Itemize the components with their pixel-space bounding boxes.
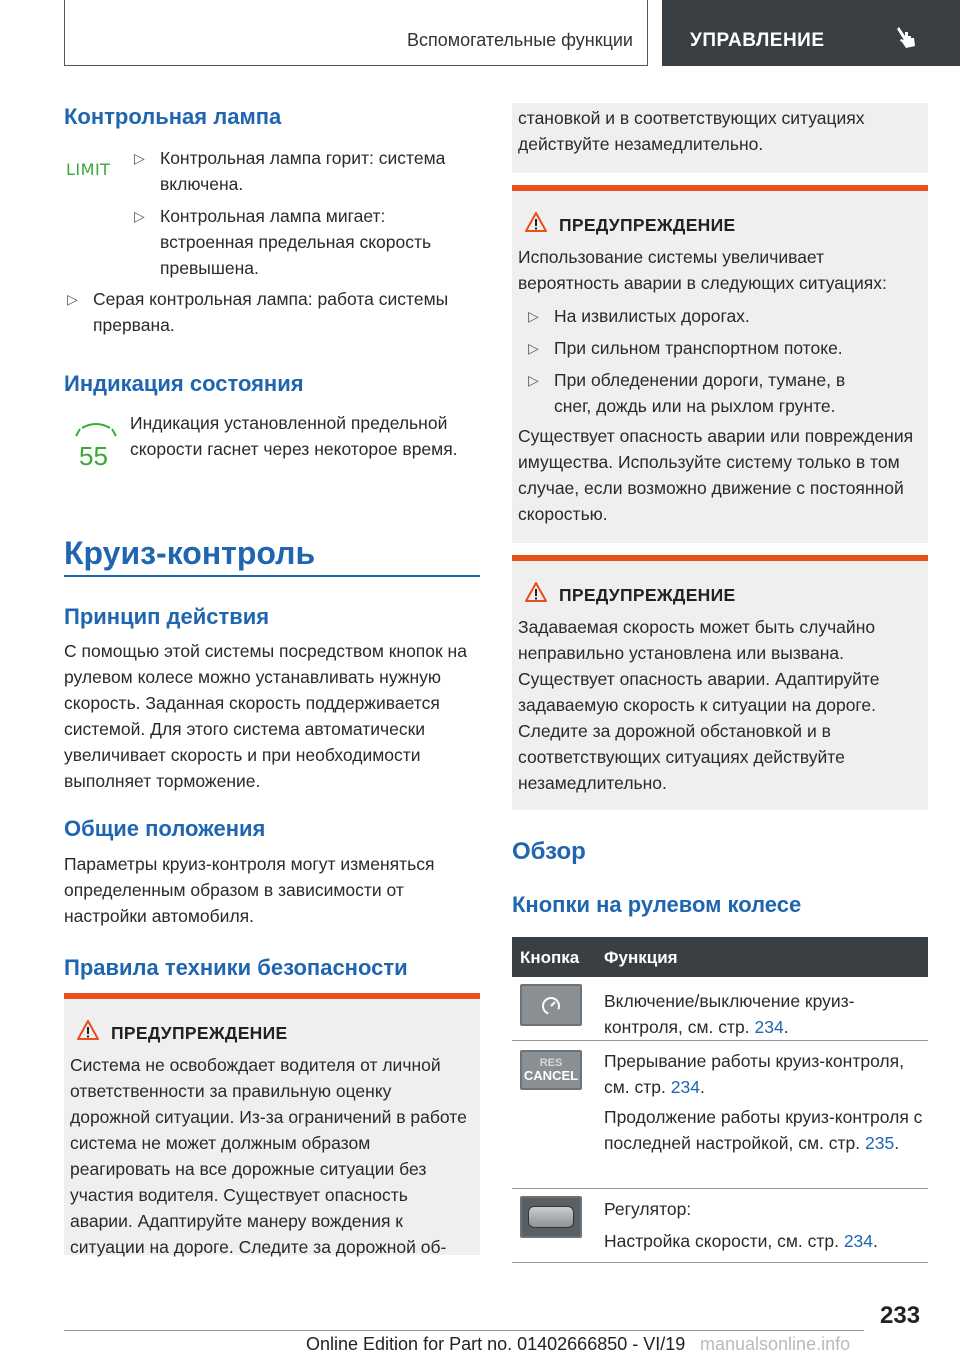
table-row-detail: Продолжение работы круиз-контроля с последней настройкой, см. стр. 235.	[604, 1107, 923, 1153]
speedometer-icon	[522, 986, 580, 1024]
warning-outro: Существует опасность аварии или повреждения имущества. Используйте систему только в том случае, если возможно движение с постоянной скоростью.	[518, 426, 914, 524]
triangle-bullet-icon: ▷	[134, 208, 145, 224]
warning-text-continued: становкой и в соответствующих ситуациях действуйте незамедлительно.	[518, 108, 865, 154]
list-item: ▷ Серая контрольная лампа: работа системы прервана.	[93, 286, 483, 338]
section-tab	[64, 0, 648, 66]
page-header	[64, 0, 960, 66]
table-row: Регулятор:	[604, 1199, 692, 1219]
list-item: ▷ На извилистых дорогах.	[554, 303, 914, 329]
column-header-function: Функция	[604, 948, 678, 967]
speed-limit-status-icon	[70, 420, 122, 471]
safety-heading: Правила техники безопасности	[64, 955, 408, 980]
edition-text: Online Edition for Part no. 01402666850 - VI/19	[306, 1334, 686, 1354]
buttons-heading: Кнопки на рулевом колесе	[512, 892, 802, 917]
principle-heading: Принцип действия	[64, 604, 270, 629]
list-item: ▷ Контрольная лампа горит: система включена.	[160, 145, 480, 197]
triangle-bullet-icon: ▷	[528, 372, 539, 388]
warning-text: Система не освобождает водителя от личной ответственности за правильную оценку дорожной ситуации. Из-за ограничений в работе система не может должным образом реагировать на все дорожные ситуации без участия водителя. Существует опасность аварии. Адаптируйте манеру вождения к ситуации на дороге. Следите за дорожной об-	[70, 1055, 467, 1257]
warning-triangle-icon	[524, 211, 548, 233]
speed-rocker-image	[520, 1196, 582, 1238]
chapter-tab	[662, 0, 960, 66]
page-link[interactable]: 234	[754, 1017, 784, 1037]
warning-bar	[512, 555, 928, 561]
warning-bar	[512, 185, 928, 191]
table-header	[512, 937, 928, 977]
warning-triangle-icon	[76, 1019, 100, 1041]
list-item: ▷ Контрольная лампа мигает: встроенная предельная скорость превышена.	[160, 203, 460, 281]
table-divider	[512, 1262, 928, 1263]
triangle-bullet-icon: ▷	[67, 291, 78, 307]
warning-triangle-icon	[524, 581, 548, 603]
overview-heading: Обзор	[512, 838, 586, 865]
warning-text: Задаваемая скорость может быть случайно неправильно установлена или вызвана. Существует опасность аварии. Адаптируйте задаваемую скорость к ситуации на дороге. Следите за дорожной обстановкой и в соответствующих ситуациях действуйте незамедлительно.	[518, 617, 880, 793]
table-row-detail: Настройка скорости, см. стр. 234.	[604, 1231, 878, 1251]
warning-bar	[64, 993, 480, 999]
triangle-bullet-icon: ▷	[528, 340, 539, 356]
section-title: Вспомогательные функции	[406, 30, 633, 50]
cruise-control-heading: Круиз-контроль	[64, 535, 316, 571]
list-item: ▷ При обледенении дороги, тумане, в снег, дождь или на рыхлом грунте.	[554, 367, 884, 419]
warning-box	[512, 185, 928, 543]
warning-box	[64, 993, 480, 1255]
table-divider	[512, 1040, 928, 1041]
general-heading: Общие положения	[64, 816, 266, 841]
page-link[interactable]: 235	[865, 1133, 895, 1153]
triangle-bullet-icon: ▷	[528, 308, 539, 324]
status-text: Индикация установленной предельной скорости гаснет через некоторое время.	[130, 413, 458, 459]
control-lamp-heading: Контрольная лампа	[64, 104, 282, 129]
table-row: Прерывание работы круиз-контроля, см. стр. 234.	[604, 1051, 904, 1097]
list-item: ▷ При сильном транспортном потоке.	[554, 335, 914, 361]
cruise-toggle-button-image	[520, 984, 582, 1026]
limit-icon-label: LIMIT	[66, 160, 111, 179]
warning-title: ПРЕДУПРЕЖДЕНИЕ	[559, 215, 736, 235]
rocker-switch-icon	[528, 1206, 574, 1228]
warning-box-continued	[512, 103, 928, 173]
page-number: 233	[880, 1302, 921, 1329]
hand-pointer-icon	[894, 24, 920, 50]
page-link[interactable]: 234	[843, 1231, 874, 1251]
watermark: manualsonline.info	[700, 1334, 851, 1354]
footer-rule	[64, 1330, 864, 1331]
warning-title: ПРЕДУПРЕЖДЕНИЕ	[111, 1023, 288, 1043]
speed-value: 55	[79, 441, 108, 471]
column-header-button: Кнопка	[520, 948, 580, 967]
res-cancel-button-image: RES CANCEL	[520, 1050, 582, 1090]
table-divider	[512, 1188, 928, 1189]
principle-text: С помощью этой системы посредством кнопок на рулевом колесе можно устанавливать нужную скорость. Заданная скорость поддерживается системой. Для этого система автоматически увеличивает скорость и при необходимости выполняет торможение.	[64, 641, 467, 791]
heading-underline	[64, 575, 480, 577]
general-text: Параметры круиз-контроля могут изменяться определенным образом в зависимости от настройки автомобиля.	[64, 854, 435, 926]
chapter-title: УПРАВЛЕНИЕ	[690, 30, 825, 51]
warning-box	[512, 555, 928, 810]
warning-title: ПРЕДУПРЕЖДЕНИЕ	[559, 585, 736, 605]
table-row: Включение/выключение круиз-контроля, см. стр. 234.	[604, 991, 855, 1037]
warning-intro: Использование системы увеличивает вероятность аварии в следующих ситуациях:	[518, 247, 887, 293]
page-link[interactable]: 234	[670, 1077, 700, 1097]
triangle-bullet-icon: ▷	[134, 150, 145, 166]
limit-lamp-icon	[66, 160, 120, 190]
speed-arc-icon	[70, 420, 122, 438]
status-heading: Индикация состояния	[64, 371, 304, 396]
